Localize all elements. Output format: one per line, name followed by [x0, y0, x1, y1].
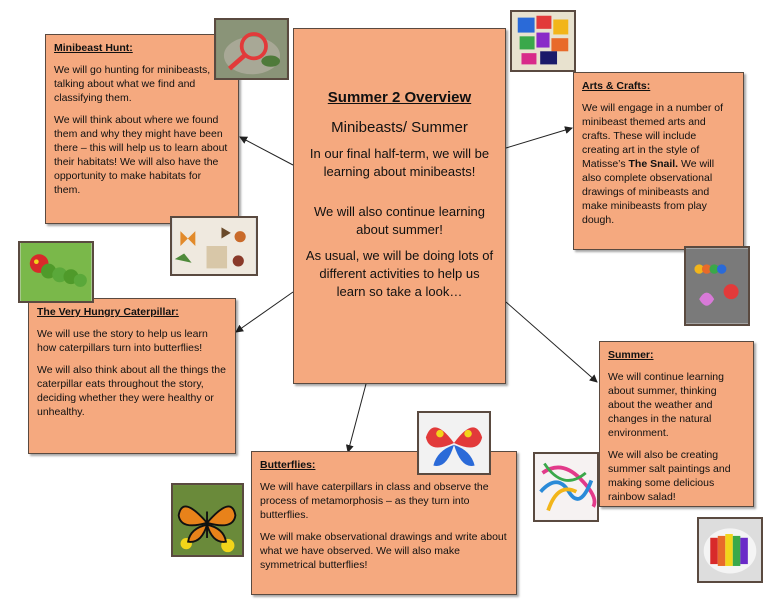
overview-para-2: We will also continue learning about summer!	[313, 204, 486, 237]
minibeast-hunt-para-1: We will go hunting for minibeasts, talking about what we find and classifying them.	[54, 64, 211, 104]
playdough-minibeasts-photo	[684, 246, 750, 326]
overview-para-1: In our final half-term, we will be learning about minibeasts!	[309, 146, 490, 179]
arrow-to-summer	[506, 302, 597, 382]
minibeast-hunt-box	[45, 34, 239, 224]
rainbow-salad-photo	[697, 517, 763, 583]
arts-crafts-heading: Arts & Crafts:	[582, 80, 651, 92]
summer-para-1: We will continue learning about summer, thinking about the weather and changes in the natural environment.	[608, 371, 724, 439]
monarch-butterfly-photo	[171, 483, 244, 557]
minibeast-hunt-heading: Minibeast Hunt:	[54, 42, 133, 54]
overview-box	[293, 28, 506, 384]
summer-para-2: We will also be creating summer salt paintings and making some delicious rainbow salad!	[608, 449, 731, 503]
arrow-to-minibeast-hunt	[240, 137, 293, 165]
summer-heading: Summer:	[608, 349, 654, 361]
summer-box	[599, 341, 754, 507]
butterflies-para-1: We will have caterpillars in class and observe the process of metamorphosis – as they turn into butterflies.	[260, 481, 489, 521]
caterpillar-box	[28, 298, 236, 454]
magnifier-photo	[214, 18, 289, 80]
butterflies-heading: Butterflies:	[260, 459, 316, 471]
arts-crafts-box	[573, 72, 744, 250]
butterfly-collage-photo	[170, 216, 258, 276]
caterpillar-para-2: We will also think about all the things the caterpillar eats throughout the story, deciding whether they were healthy or unhealthy.	[37, 364, 226, 418]
page-subtitle: Minibeasts/ Summer	[331, 119, 468, 136]
symmetrical-butterfly-photo	[417, 411, 491, 475]
butterflies-para-2: We will make observational drawings and write about what we have observed. We will also make symmetrical butterflies!	[260, 531, 507, 571]
snail-title: The Snail.	[628, 158, 679, 170]
page-title: Summer 2 Overview	[327, 89, 472, 106]
matisse-snail-photo	[510, 10, 576, 72]
caterpillar-para-1: We will use the story to help us learn how caterpillars turn into butterflies!	[37, 328, 208, 354]
arrow-to-arts-crafts	[506, 128, 572, 148]
caterpillar-photo	[18, 241, 94, 303]
minibeast-hunt-para-2: We will think about where we found them and why they might have been there – this will help us to learn about their habitats! We will also have the opportunity to make habitats for them.	[54, 114, 228, 196]
arrow-to-butterflies	[348, 384, 366, 452]
arrow-to-caterpillar	[236, 292, 293, 332]
arts-crafts-para: We will engage in a number of minibeast themed arts and crafts. These will include creating art in the style of Matisse’s The Snail. We will also complete observational drawings of minibeasts and make minibeasts from play dough.	[582, 102, 724, 226]
salt-painting-photo	[533, 452, 599, 522]
overview-para-3: As usual, we will be doing lots of different activities to help us learn so take a look…	[305, 248, 494, 299]
caterpillar-heading: The Very Hungry Caterpillar:	[37, 306, 179, 318]
